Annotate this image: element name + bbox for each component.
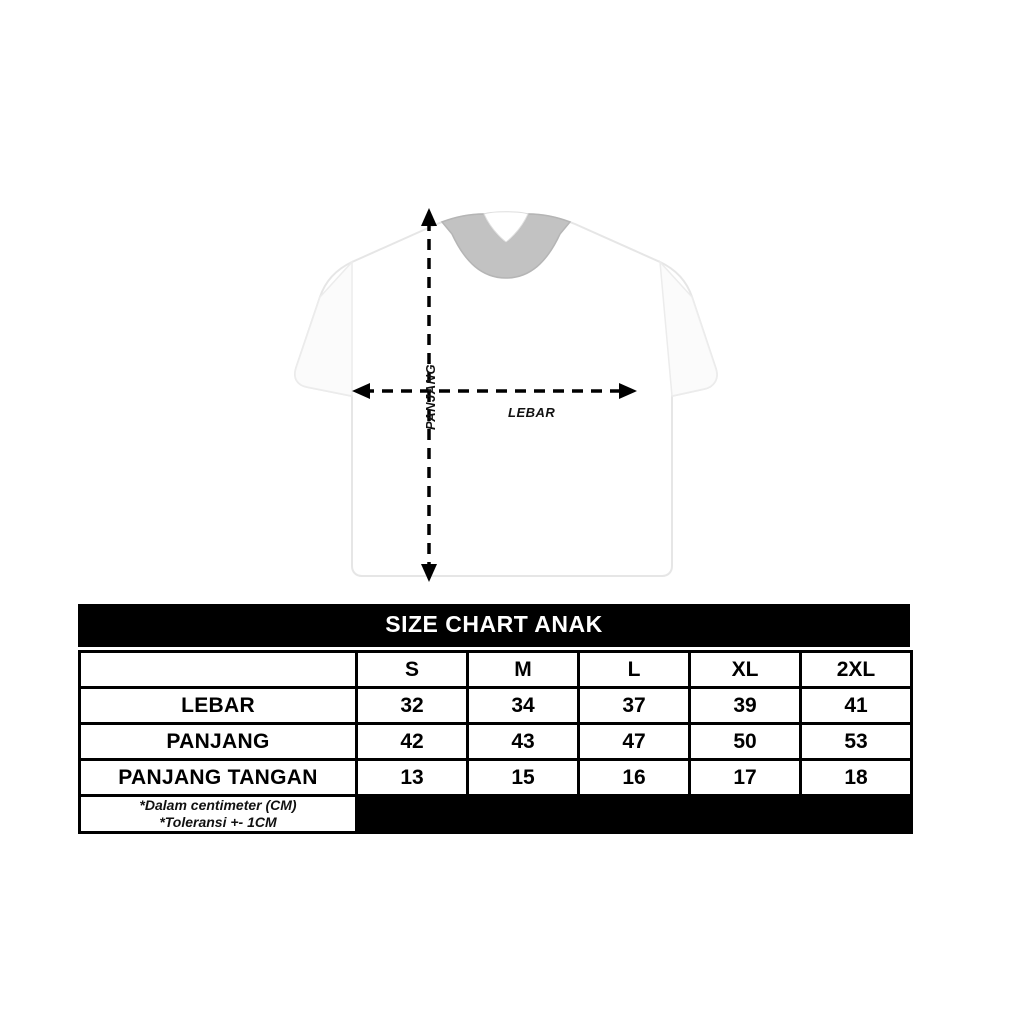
cell-lebar-xl: 39 (690, 688, 801, 724)
column-header-l: L (579, 652, 690, 688)
table-corner-cell (80, 652, 357, 688)
column-header-s: S (357, 652, 468, 688)
notes-block (80, 796, 357, 833)
age-cell-s: 1-2 YEARS (357, 796, 468, 833)
width-dimension-label: LEBAR (508, 405, 556, 420)
size-chart (78, 604, 910, 834)
cell-panjang-tangan-xl: 17 (690, 760, 801, 796)
cell-panjang-m: 43 (468, 724, 579, 760)
age-cell-2xl: 9-10 YEARS (801, 796, 912, 833)
size-chart-table (78, 650, 913, 834)
cell-panjang-tangan-l: 16 (579, 760, 690, 796)
size-chart-title: SIZE CHART ANAK (78, 604, 910, 647)
row-header-panjang: PANJANG (80, 724, 357, 760)
note-unit: *Dalam centimeter (CM) (139, 797, 297, 813)
column-header-m: M (468, 652, 579, 688)
age-cell-l: 5-6 YEARS (579, 796, 690, 833)
cell-lebar-m: 34 (468, 688, 579, 724)
table-row (80, 760, 912, 796)
cell-panjang-tangan-2xl: 18 (801, 760, 912, 796)
cell-panjang-tangan-s: 13 (357, 760, 468, 796)
note-tolerance: *Toleransi +- 1CM (159, 814, 277, 830)
table-row (80, 724, 912, 760)
cell-panjang-tangan-m: 15 (468, 760, 579, 796)
table-header-row (80, 652, 912, 688)
cell-lebar-2xl: 41 (801, 688, 912, 724)
row-header-lebar: LEBAR (80, 688, 357, 724)
column-header-2xl: 2XL (801, 652, 912, 688)
table-age-row (80, 796, 912, 833)
cell-panjang-l: 47 (579, 724, 690, 760)
age-cell-xl: 7-8 YEARS (690, 796, 801, 833)
column-header-xl: XL (690, 652, 801, 688)
age-cell-m: 3-4 YEARS (468, 796, 579, 833)
cell-panjang-2xl: 53 (801, 724, 912, 760)
table-row (80, 688, 912, 724)
row-header-panjang-tangan: PANJANG TANGAN (80, 760, 357, 796)
left-sleeve (295, 262, 352, 396)
cell-lebar-l: 37 (579, 688, 690, 724)
length-dimension-label: PANJANG (423, 363, 438, 430)
tshirt-shape (295, 212, 717, 576)
cell-panjang-xl: 50 (690, 724, 801, 760)
cell-panjang-s: 42 (357, 724, 468, 760)
cell-lebar-s: 32 (357, 688, 468, 724)
